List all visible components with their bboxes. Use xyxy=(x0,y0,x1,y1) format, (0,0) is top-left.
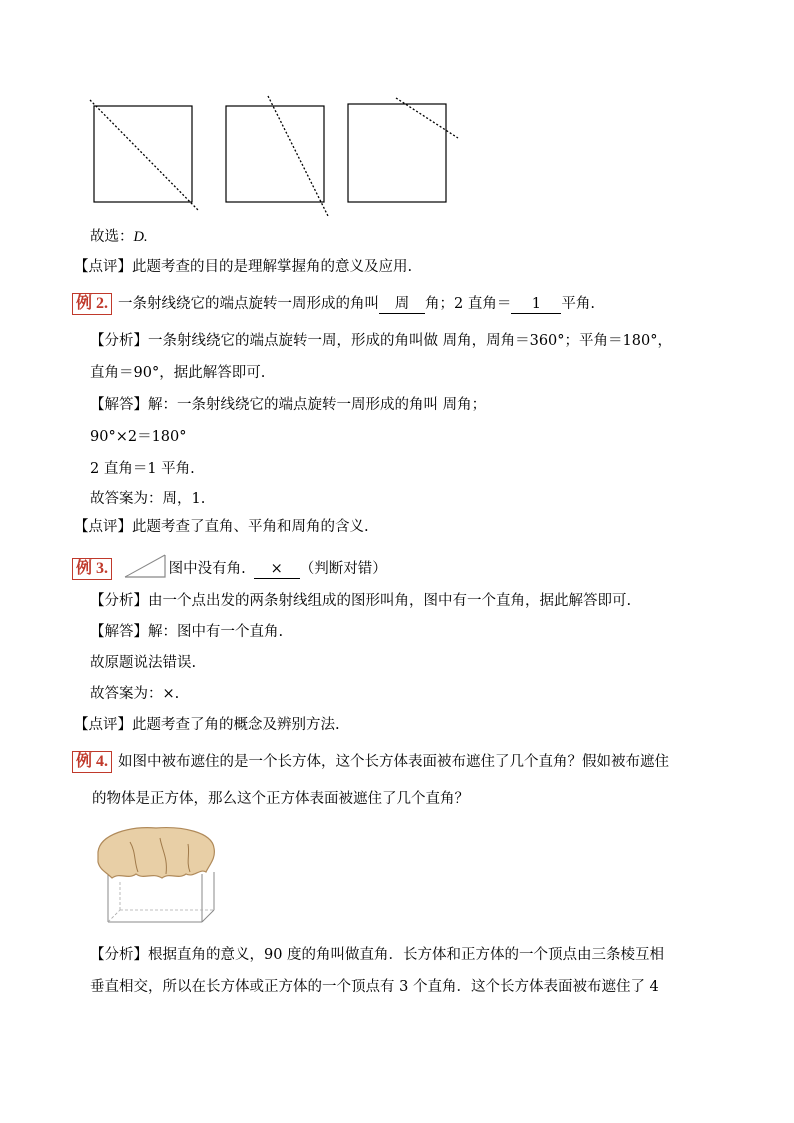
ex4-analysis-1: 【分析】根据直角的意义，90 度的角叫做直角．长方体和正方体的一个顶点由三条棱互相 xyxy=(90,947,665,963)
ex3-answer: 故答案为：×. xyxy=(90,686,180,702)
square-3 xyxy=(348,98,458,202)
ex2-review: 【点评】此题考查了直角、平角和周角的含义. xyxy=(74,519,369,535)
ex3-blank: × xyxy=(254,560,300,579)
top-answer: 故选：D. xyxy=(90,229,148,245)
ex4-question-2: 的物体是正方体，那么这个正方体表面被遮住了几个直角？ xyxy=(92,791,469,807)
ex2-blank-1: 周 xyxy=(379,295,425,314)
cloth xyxy=(98,828,214,878)
squares-figure xyxy=(86,92,466,220)
ex2-answer: 故答案为：周，1. xyxy=(90,491,206,507)
cuboid xyxy=(108,872,214,922)
ex2-analysis-1: 【分析】一条射线绕它的端点旋转一周，形成的角叫做 周角，周角＝360°；平角＝180°， xyxy=(90,333,672,349)
ex3-solution-1: 【解答】解：图中有一个直角. xyxy=(90,624,284,640)
ex3-question: 例 3. 图中没有角. × （判断对错） xyxy=(72,553,387,580)
right-triangle-figure xyxy=(123,553,167,579)
covered-cuboid-figure xyxy=(90,822,220,932)
ex4-tag: 例 4. xyxy=(72,751,112,773)
ex3-analysis: 【分析】由一个点出发的两条射线组成的图形叫角，图中有一个直角，据此解答即可. xyxy=(90,593,632,609)
ex2-solution-3: 2 直角＝1 平角. xyxy=(90,461,195,477)
ex2-analysis-2: 直角＝90°，据此解答即可. xyxy=(90,365,266,381)
square-1 xyxy=(90,100,198,210)
ex2-question: 例 2. 一条射线绕它的端点旋转一周形成的角叫 周 角；2 直角＝ 1 平角. xyxy=(72,293,595,315)
review-1: 【点评】此题考查的目的是理解掌握角的意义及应用. xyxy=(74,259,413,275)
ex4-analysis-2: 垂直相交，所以在长方体或正方体的一个顶点有 3 个直角．这个长方体表面被布遮住了 4 xyxy=(90,979,659,995)
ex3-tag: 例 3. xyxy=(72,558,112,580)
ex2-solution-2: 90°×2＝180° xyxy=(90,429,187,445)
ex2-blank-2: 1 xyxy=(511,295,561,314)
ex2-solution-1: 【解答】解：一条射线绕它的端点旋转一周形成的角叫 周角； xyxy=(90,397,487,413)
square-2 xyxy=(226,96,328,216)
ex3-review: 【点评】此题考查了角的概念及辨别方法. xyxy=(74,717,340,733)
ex4-question-1: 例 4. 如图中被布遮住的是一个长方体，这个长方体表面被布遮住了几个直角？假如被布遮住 xyxy=(72,751,669,773)
ex2-tag: 例 2. xyxy=(72,293,112,315)
ex3-solution-2: 故原题说法错误. xyxy=(90,655,197,671)
